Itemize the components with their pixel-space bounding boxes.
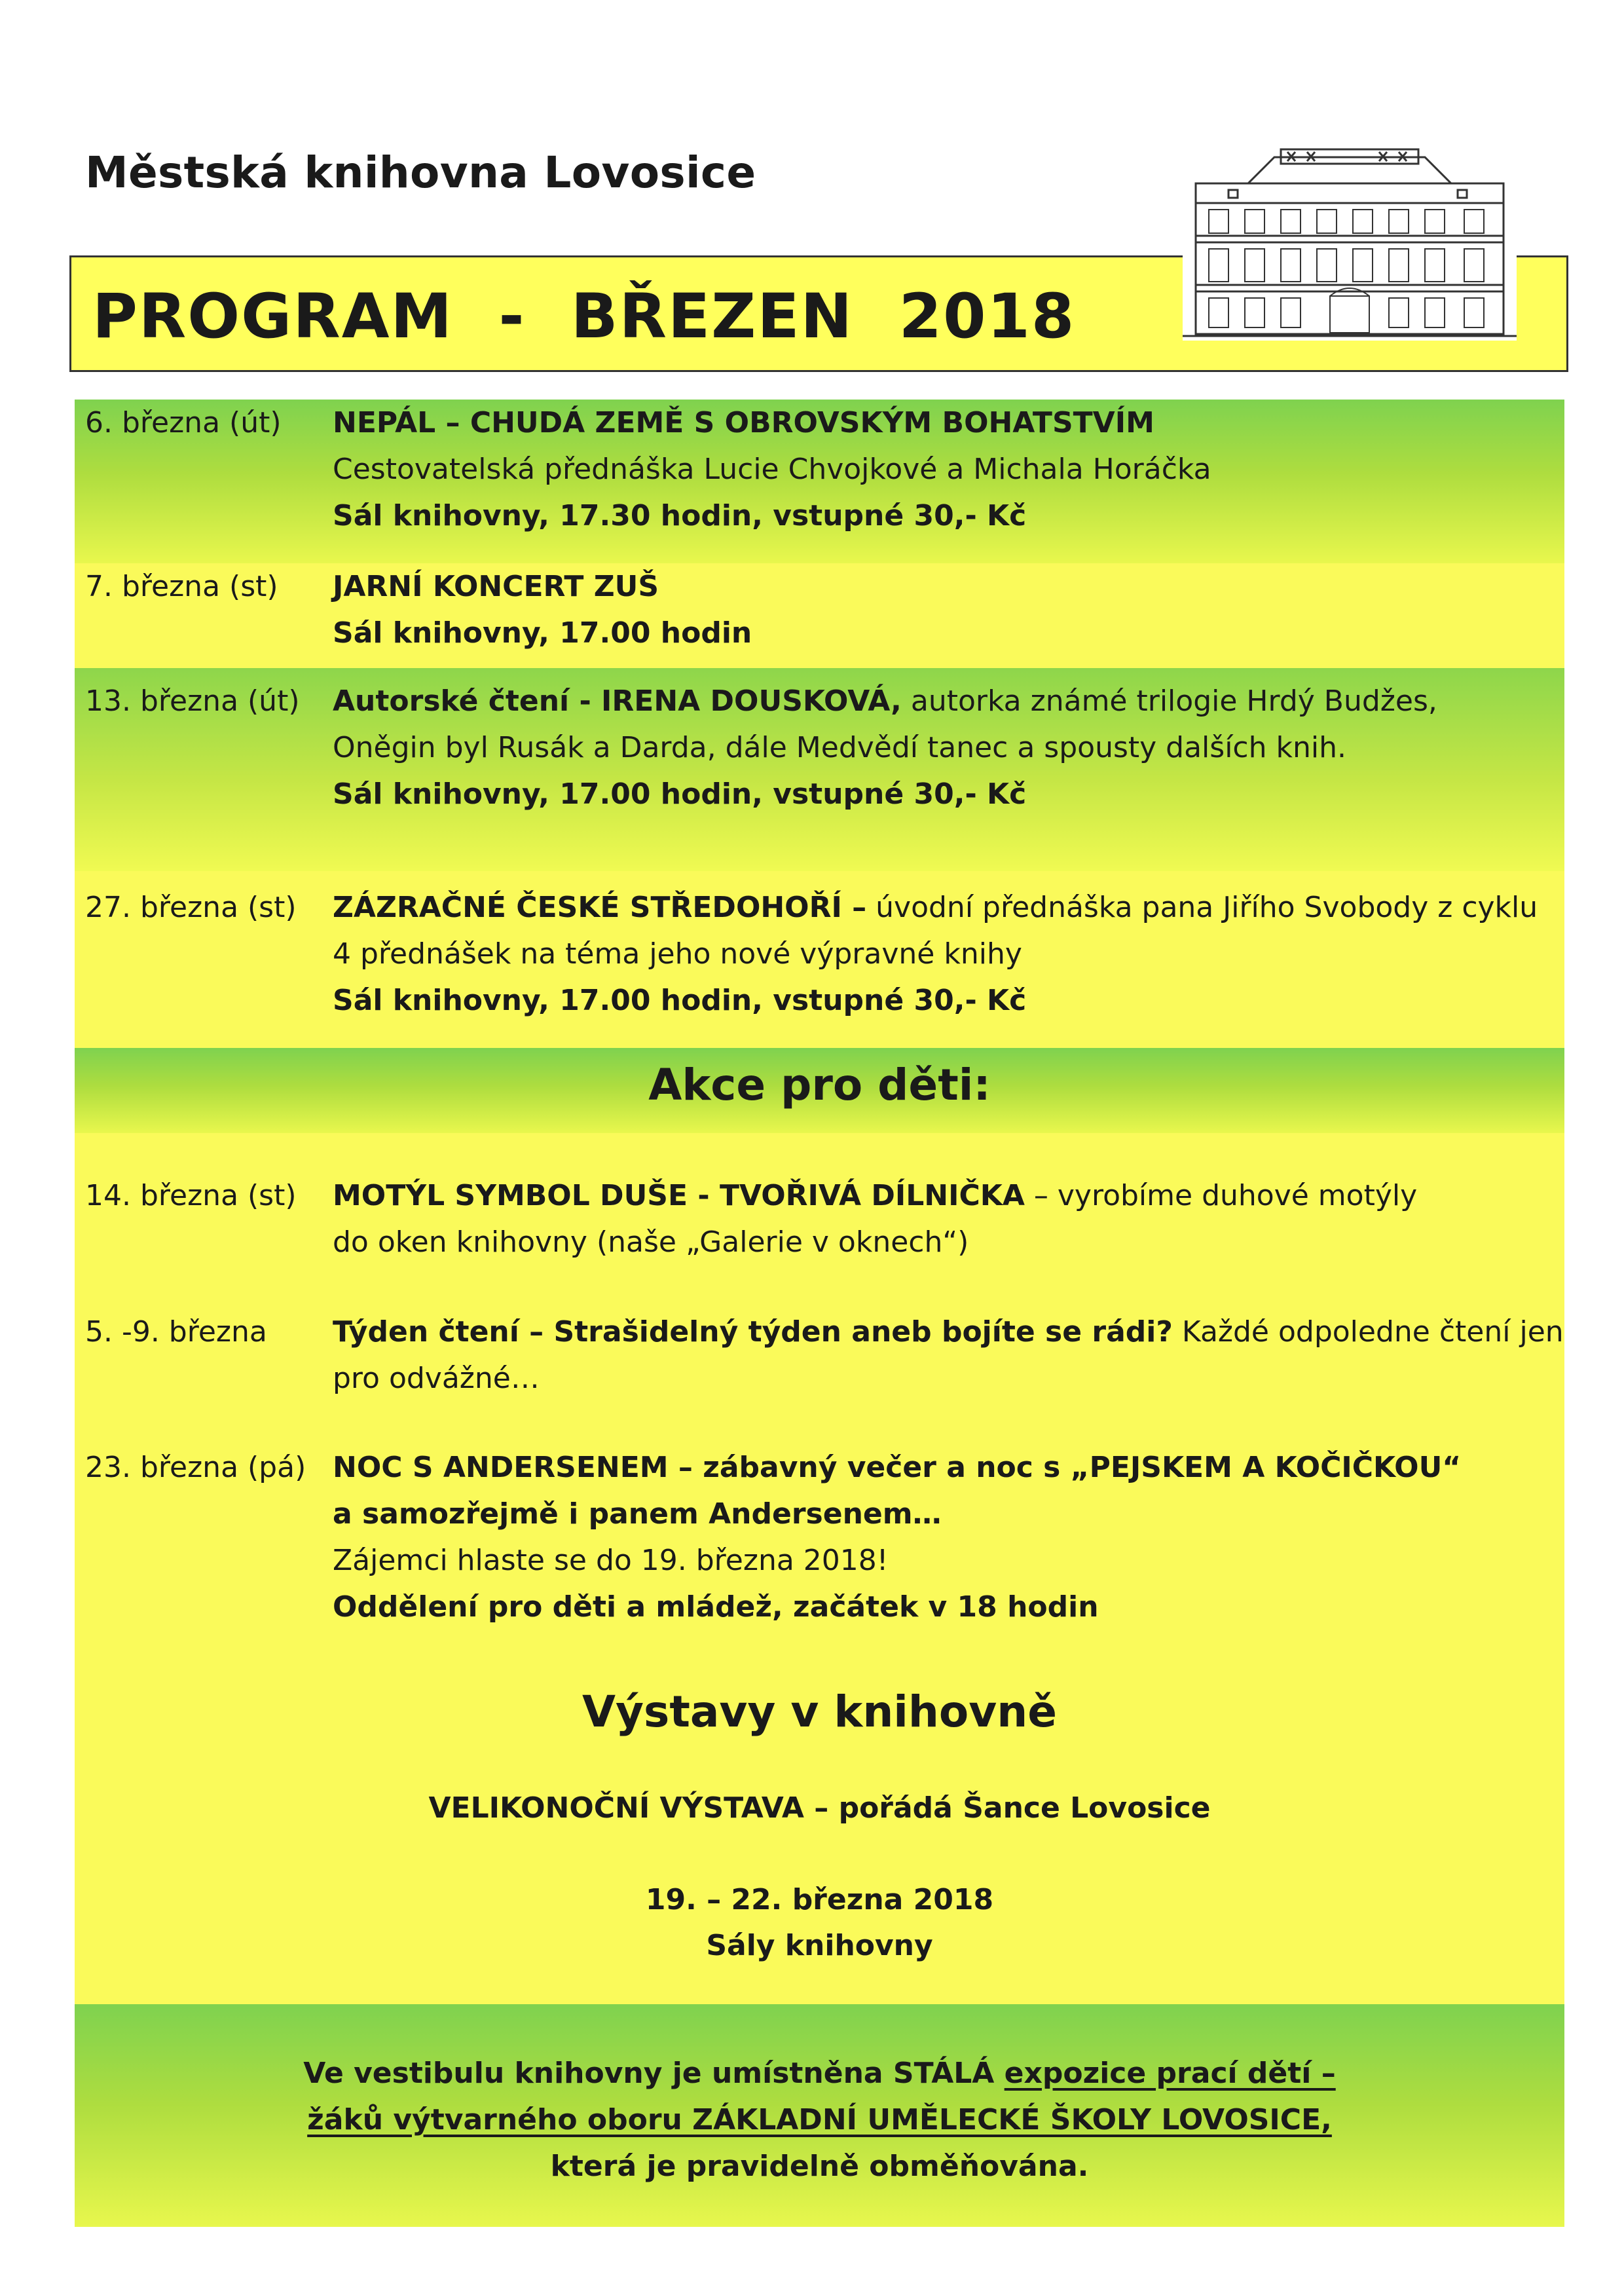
event-date: 6. března (út)	[85, 406, 282, 439]
event-description-cont: 4 přednášek na téma jeho nové výpravné knihy	[333, 937, 1022, 971]
exhibition-dates: 19. – 22. března 2018	[645, 1883, 994, 1916]
event-title: MOTÝL SYMBOL DUŠE - TVOŘIVÁ DÍLNIČKA	[333, 1179, 1025, 1212]
footer-text: Ve vestibulu knihovny je umístněna STÁLÁ	[303, 2057, 1005, 2090]
event-venue: Sál knihovny, 17.30 hodin, vstupné 30,- Kč	[333, 499, 1027, 532]
library-building-icon	[1183, 144, 1517, 341]
event-date: 23. března (pá)	[85, 1451, 306, 1484]
event-description: Každé odpoledne čtení jen	[1172, 1315, 1564, 1349]
event-body	[333, 1309, 1624, 1402]
event-venue: Sál knihovny, 17.00 hodin, vstupné 30,- Kč	[333, 984, 1027, 1017]
event-body	[333, 678, 1624, 817]
footer-underlined-text: expozice prací dětí –	[1004, 2057, 1336, 2090]
footer-line-1	[75, 2057, 1564, 2090]
event-body	[333, 563, 1624, 656]
event-description: úvodní přednáška pana Jiřího Svobody z cyklu	[866, 891, 1538, 924]
event-description-cont: pro odvážné…	[333, 1362, 540, 1395]
event-title: NOC S ANDERSENEM – zábavný večer a noc s „PEJSKEM A KOČIČKOU“	[333, 1451, 1462, 1484]
exhibitions-heading: Výstavy v knihovně	[581, 1687, 1058, 1737]
event-date: 13. března (út)	[85, 684, 300, 718]
event-title: JARNÍ KONCERT ZUŠ	[333, 570, 659, 603]
event-venue: Sál knihovny, 17.00 hodin	[333, 616, 752, 650]
event-date: 5. -9. března	[85, 1315, 267, 1349]
event-title: NEPÁL – CHUDÁ ZEMĚ S OBROVSKÝM BOHATSTVÍM	[333, 406, 1154, 439]
library-name: Městská knihovna Lovosice	[85, 147, 756, 198]
event-subtitle: a samozřejmě i panem Andersenem…	[333, 1497, 942, 1531]
event-title: Autorské čtení - IRENA DOUSKOVÁ,	[333, 684, 902, 718]
program-title: PROGRAM - BŘEZEN 2018	[92, 281, 1076, 352]
event-body	[333, 1444, 1624, 1630]
event-description: Cestovatelská přednáška Lucie Chvojkové a Michala Horáčka	[333, 453, 1211, 486]
event-date: 7. března (st)	[85, 570, 278, 603]
event-description-cont: Oněgin byl Rusák a Darda, dále Medvědí tanec a spousty dalších knih.	[333, 731, 1346, 764]
event-date: 14. března (st)	[85, 1179, 297, 1212]
footer-line-2: žáků výtvarného oboru ZÁKLADNÍ UMĚLECKÉ ŠKOLY LOVOSICE,	[307, 2103, 1332, 2136]
exhibition-place: Sály knihovny	[706, 1929, 933, 1962]
event-description-cont: do oken knihovny (naše „Galerie v oknech“)	[333, 1225, 969, 1259]
exhibition-name: VELIKONOČNÍ VÝSTAVA – pořádá Šance Lovosice	[428, 1791, 1211, 1825]
event-description: – vyrobíme duhové motýly	[1024, 1179, 1418, 1212]
event-venue: Oddělení pro děti a mládež, začátek v 18 hodin	[333, 1590, 1099, 1624]
event-title: Týden čtení – Strašidelný týden aneb bojíte se rádi?	[333, 1315, 1173, 1349]
kids-heading: Akce pro děti:	[648, 1060, 991, 1110]
event-venue: Sál knihovny, 17.00 hodin, vstupné 30,- Kč	[333, 777, 1027, 811]
library-building-drawing	[1183, 144, 1517, 341]
event-body	[333, 884, 1624, 1024]
event-description: autorka známé trilogie Hrdý Budžes,	[901, 684, 1437, 718]
event-title: ZÁZRAČNÉ ČESKÉ STŘEDOHOŘÍ –	[333, 891, 867, 924]
event-body	[333, 400, 1624, 539]
event-note: Zájemci hlaste se do 19. března 2018!	[333, 1544, 889, 1577]
event-body	[333, 1172, 1624, 1265]
event-date: 27. března (st)	[85, 891, 297, 924]
footer-line-3: která je pravidelně obměňována.	[550, 2150, 1089, 2183]
